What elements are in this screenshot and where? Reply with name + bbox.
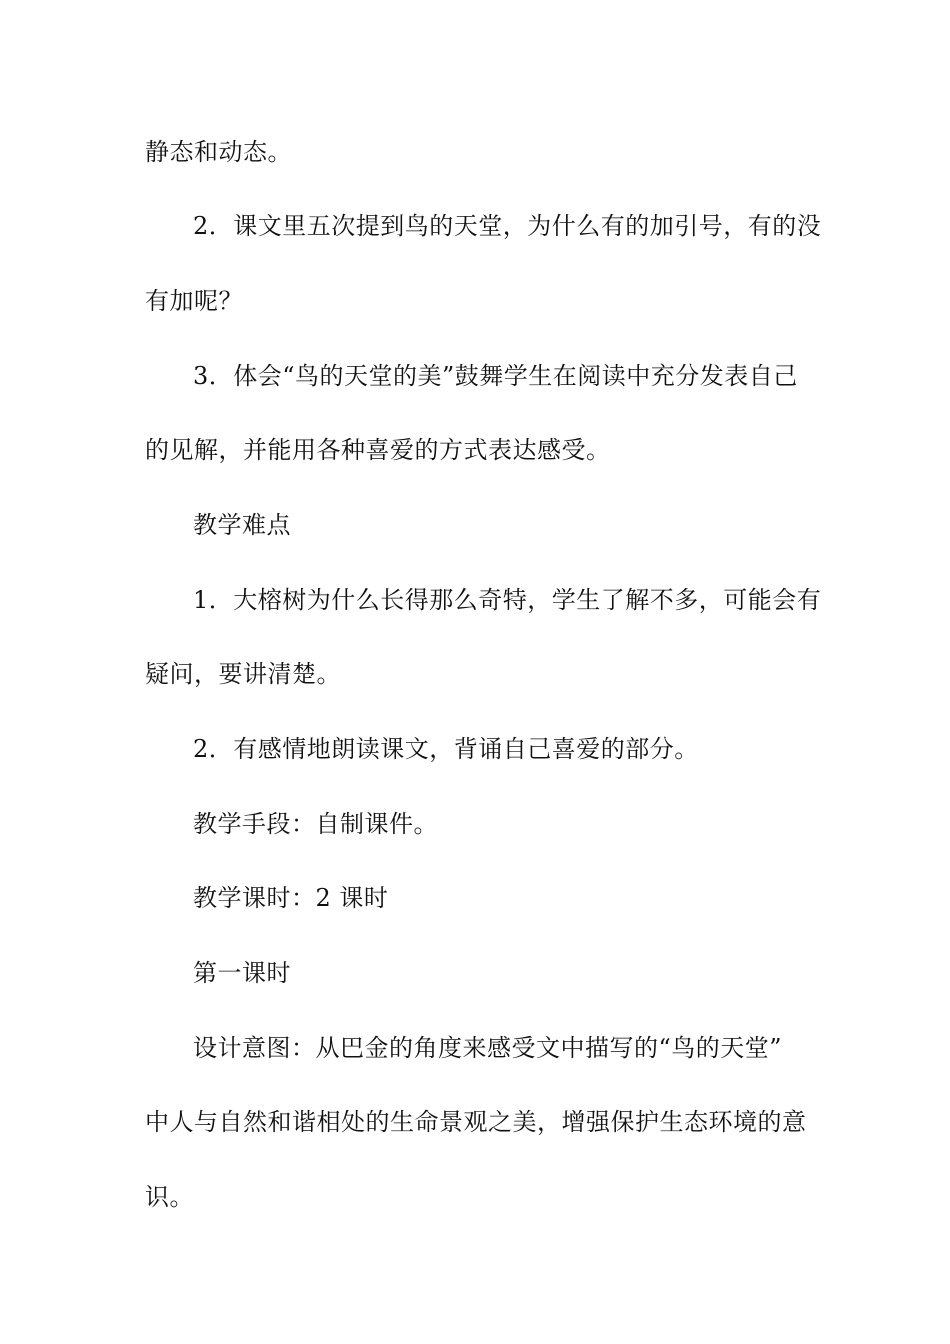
text-line: 3．体会“鸟的天堂的美”鼓舞学生在阅读中充分发表自己 <box>193 362 798 390</box>
text-line: 教学手段：自制课件。 <box>193 810 438 838</box>
text-line: 2．有感情地朗读课文，背诵自己喜爱的部分。 <box>193 735 699 763</box>
text-line: 中人与自然和谐相处的生命景观之美，增强保护生态环境的意 <box>145 1108 807 1136</box>
text-line: 设计意图：从巴金的角度来感受文中描写的“鸟的天堂” <box>193 1034 783 1062</box>
section-heading: 教学难点 <box>193 511 291 539</box>
text-line: 的见解，并能用各种喜爱的方式表达感受。 <box>145 436 611 464</box>
section-heading: 第一课时 <box>193 959 291 987</box>
text-line: 静态和动态。 <box>145 138 292 166</box>
text-line: 疑问，要讲清楚。 <box>145 660 341 688</box>
text-line: 有加呢？ <box>145 287 243 315</box>
text-line: 1．大榕树为什么长得那么奇特，学生了解不多，可能会有 <box>193 586 822 614</box>
text-line: 识。 <box>145 1183 194 1211</box>
text-line: 2．课文里五次提到鸟的天堂，为什么有的加引号，有的没 <box>193 212 822 240</box>
text-line: 教学课时：2 课时 <box>193 884 389 912</box>
